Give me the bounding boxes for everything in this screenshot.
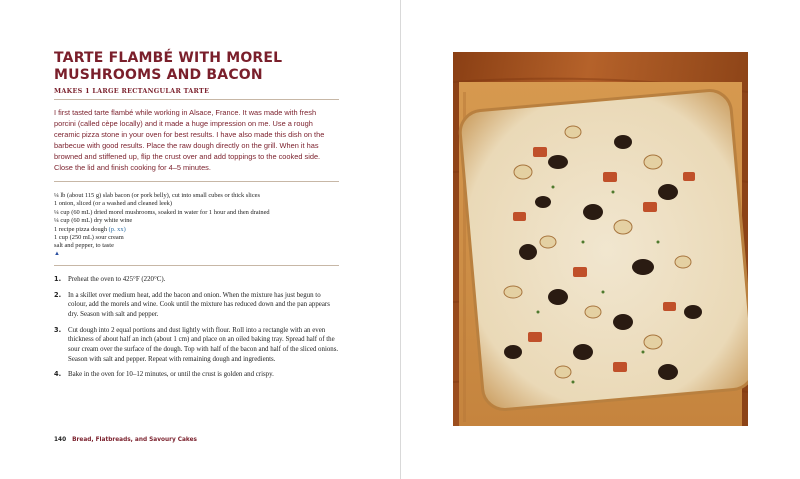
method-step <box>54 291 339 320</box>
text-cursor-icon: ▲ <box>54 250 60 257</box>
method-steps <box>54 275 339 380</box>
step-number: 1. <box>54 274 62 283</box>
step-text: Preheat the oven to 425°F (220°C). <box>68 275 166 283</box>
method-step <box>54 326 339 365</box>
page-reference-link[interactable]: (p. xx) <box>108 225 126 233</box>
ingredient-item: 1 onion, sliced (or a washed and cleaned leek) <box>54 200 173 208</box>
method-step <box>54 370 339 380</box>
page-gutter <box>400 0 401 479</box>
recipe-title-line-1: TARTE FLAMBÉ WITH MOREL <box>54 50 283 66</box>
ingredient-text: 1 recipe pizza dough <box>54 225 109 233</box>
section-name: Bread, Flatbreads, and Savoury Cakes <box>72 437 197 443</box>
section-divider <box>54 181 339 182</box>
step-text: In a skillet over medium heat, add the bacon and onion. When the mixture has just begun to colour, add the morels and wine. Cook until the mixture has reduced down and the pan appears dry. Season with salt and pepper. <box>68 291 330 318</box>
recipe-title-line-2: MUSHROOMS AND BACON <box>54 67 263 83</box>
step-number: 3. <box>54 325 62 334</box>
ingredient-item <box>54 226 339 234</box>
step-text: Bake in the oven for 10–12 minutes, or until the crust is golden and crispy. <box>68 371 274 379</box>
ingredient-item: ¼ cup (60 mL) dried morel mushrooms, soaked in water for 1 hour and then drained <box>54 208 270 216</box>
page-number: 140 <box>54 437 67 443</box>
ingredient-item: ¼ lb (about 115 g) slab bacon (or pork belly), cut into small cubes or thick slices <box>54 191 260 199</box>
page-footer <box>54 437 197 443</box>
ingredient-item: 1 cup (250 mL) sour cream <box>54 233 124 241</box>
ingredient-list <box>54 192 339 257</box>
recipe-intro: I first tasted tarte flambé while working in Alsace, France. It was made with fresh porcini (called cèpe locally) and it made a huge impression on me. Use a rough ceramic pizza stone in your oven for best results. I have also made this dish on the barbecue with good results. Place the raw dough directly on the grill. When it has browned and stiffened up, flip the crust over and add toppings to the cooked side. Close the lid and finish cooking for 4–5 minutes. <box>54 108 325 173</box>
step-text: Cut dough into 2 equal portions and dust lightly with flour. Roll into a rectangle with an even thickness of about half an inch (about 1 cm) and place on an oiled baking tray. Spread half of the sour cream over the surface of the dough. Top with half of the bacon and half of the sliced onions. Season with salt and pepper. Repeat with remaining dough and ingredients. <box>68 326 339 363</box>
recipe-yield: MAKES 1 LARGE RECTANGULAR TARTE <box>54 87 339 100</box>
ingredient-item: salt and pepper, to taste <box>54 242 114 250</box>
step-number: 2. <box>54 290 62 299</box>
ingredient-item: ¼ cup (60 mL) dry white wine <box>54 217 133 225</box>
tarte-flambe-photo <box>453 52 748 426</box>
method-step <box>54 275 339 285</box>
section-divider <box>54 265 339 266</box>
step-number: 4. <box>54 370 62 379</box>
recipe-title <box>54 50 339 84</box>
recipe-page <box>54 50 339 386</box>
